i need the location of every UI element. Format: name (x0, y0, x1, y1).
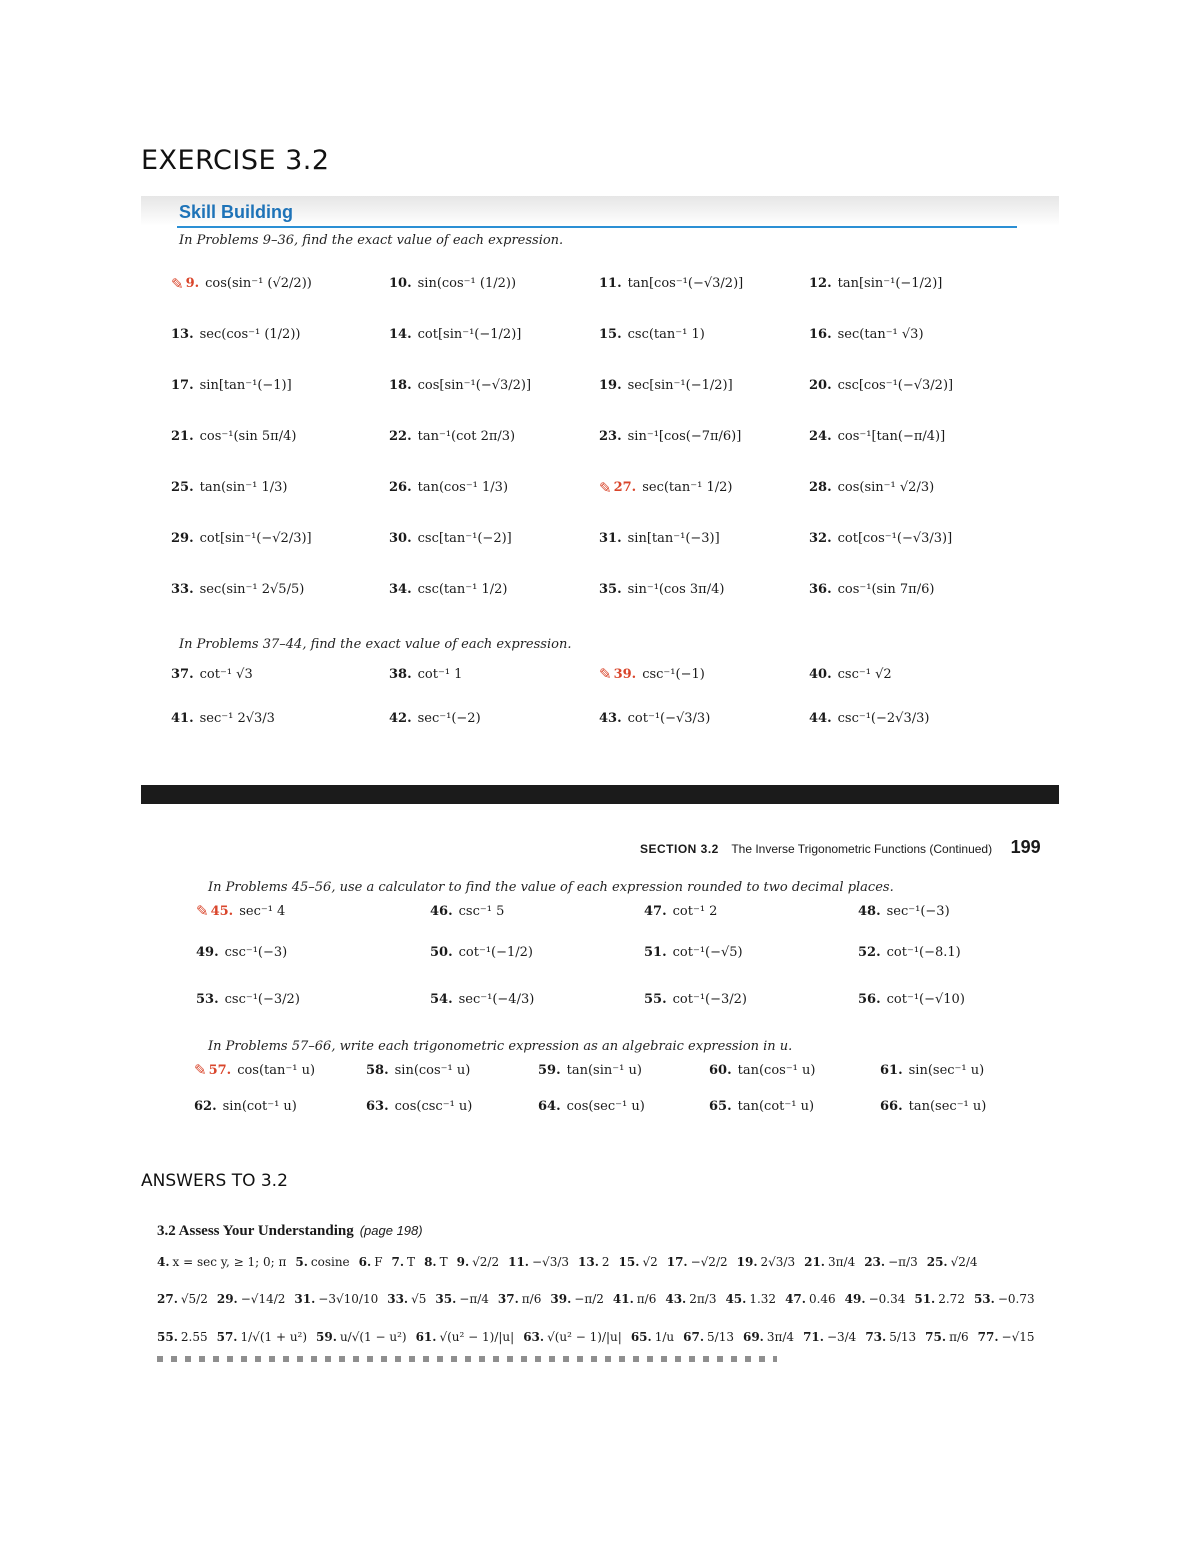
problem-expression: sec⁻¹(−3) (886, 903, 950, 919)
answer-value: −√3/3 (532, 1255, 570, 1269)
problem-item (599, 652, 809, 696)
answer-number: 27. (157, 1292, 178, 1306)
problem-number: 21. (171, 429, 194, 444)
answer-number: 45. (725, 1292, 747, 1306)
answer-number: 41. (612, 1292, 634, 1306)
problems-45-56-grid (196, 892, 1026, 1024)
problem-expression: cos(tan⁻¹ u) (237, 1062, 316, 1078)
problem-item (171, 462, 389, 513)
instructions-45-56: In Problems 45–56, use a calculator to find the value of each expression rounded to two decimal places. (208, 880, 894, 895)
section-header (640, 837, 1050, 858)
problem-item (599, 411, 809, 462)
problem-expression: sec⁻¹ 4 (239, 903, 286, 919)
problem-number: 59. (538, 1062, 561, 1078)
problem-expression: csc⁻¹(−1) (642, 666, 705, 682)
problem-item (599, 564, 809, 615)
problem-item (171, 360, 389, 411)
problem-expression: sin(cot⁻¹ u) (222, 1098, 297, 1114)
problem-item (171, 309, 389, 360)
answer-value: 2√3/3 (760, 1255, 796, 1269)
answer-value: −√15 (1001, 1330, 1035, 1344)
answer-number: 39. (550, 1292, 572, 1306)
heading-rule (177, 226, 1017, 228)
problem-number: 60. (709, 1062, 732, 1078)
problem-item (196, 974, 430, 1024)
problem-number: 38. (389, 666, 412, 682)
problem-number: 10. (389, 276, 412, 291)
page-divider-bar (141, 785, 1059, 804)
problem-expression: cot⁻¹(−√3/3) (627, 710, 711, 726)
problem-item (858, 892, 1026, 930)
problem-number: 13. (171, 327, 194, 342)
problem-expression: sec⁻¹ 2√3/3 (199, 710, 275, 726)
problem-expression: cot[cos⁻¹(−√3/3)] (837, 531, 953, 546)
problem-expression: cot⁻¹(−8.1) (886, 944, 961, 960)
answer-value: 2.72 (938, 1292, 965, 1306)
section-label: SECTION 3.2 (640, 842, 719, 856)
problem-expression: sec(tan⁻¹ 1/2) (642, 480, 733, 495)
instructions-37-44: In Problems 37–44, find the exact value of each expression. (179, 637, 572, 652)
answer-value: 1.32 (749, 1292, 777, 1306)
answer-number: 15. (618, 1255, 640, 1269)
answer-value: π/6 (636, 1292, 657, 1306)
answer-value: 2π/3 (689, 1292, 717, 1306)
problem-number: 46. (430, 903, 453, 919)
problem-item (366, 1054, 538, 1086)
answer-value: −π/2 (574, 1292, 604, 1306)
answer-number: 71. (803, 1330, 824, 1344)
answer-value: T (407, 1255, 416, 1269)
problem-item (389, 258, 599, 309)
answer-value: 3π/4 (828, 1255, 856, 1269)
problem-number: 35. (599, 582, 622, 597)
problem-item (880, 1054, 1024, 1086)
problem-item (809, 513, 1001, 564)
problem-expression: sec(cos⁻¹ (1/2)) (199, 327, 301, 342)
problem-item (709, 1086, 880, 1126)
problem-expression: tan[cos⁻¹(−√3/2)] (627, 276, 744, 291)
answer-number: 49. (844, 1292, 866, 1306)
problem-expression: cos(sin⁻¹ √2/3) (837, 480, 935, 495)
answer-number: 9. (456, 1255, 470, 1269)
cut-off-text-line (157, 1356, 777, 1362)
problem-item (196, 892, 430, 930)
problem-number: 64. (538, 1098, 561, 1114)
problem-expression: cot⁻¹ 2 (672, 903, 718, 919)
page-title: EXERCISE 3.2 (141, 145, 330, 176)
answers-heading: 3.2 Assess Your Understanding (157, 1223, 354, 1239)
problem-item (389, 360, 599, 411)
answer-value: 5/13 (889, 1330, 917, 1344)
problem-expression: tan(cos⁻¹ u) (737, 1062, 816, 1078)
problem-number: 29. (171, 531, 194, 546)
problem-expression: tan(cos⁻¹ 1/3) (417, 480, 509, 495)
problems-9-36-grid (171, 258, 1001, 615)
problem-expression: tan(sec⁻¹ u) (908, 1098, 987, 1114)
problem-item (389, 411, 599, 462)
problem-expression: sec[sin⁻¹(−1/2)] (627, 378, 733, 393)
answer-value: u/√(1 − u²) (339, 1330, 407, 1344)
problem-number: 56. (858, 991, 881, 1007)
problem-number: 50. (430, 944, 453, 960)
problem-expression: tan(sin⁻¹ 1/3) (199, 480, 288, 495)
problem-item (538, 1086, 709, 1126)
problem-item (389, 462, 599, 513)
answer-number: 61. (415, 1330, 437, 1344)
problem-number: 22. (389, 429, 412, 444)
answers-line-2 (157, 1292, 1035, 1306)
answer-number: 59. (316, 1330, 337, 1344)
answer-value: √(u² − 1)/|u| (547, 1330, 622, 1344)
problem-number: 47. (644, 903, 667, 919)
problem-number: 53. (196, 991, 219, 1007)
problem-item (171, 513, 389, 564)
problem-expression: tan(sin⁻¹ u) (566, 1062, 642, 1078)
problem-item (430, 892, 644, 930)
problem-expression: cos⁻¹[tan(−π/4)] (837, 429, 946, 444)
problem-number: 37. (171, 666, 194, 682)
answer-number: 53. (973, 1292, 995, 1306)
problem-number: 55. (644, 991, 667, 1007)
answer-value: −π/4 (459, 1292, 489, 1306)
problem-expression: cot⁻¹ √3 (199, 666, 253, 682)
answer-number: 73. (865, 1330, 887, 1344)
problem-number: 27. (613, 480, 637, 495)
problem-item (809, 309, 1001, 360)
answer-number: 37. (497, 1292, 519, 1306)
answers-title: ANSWERS TO 3.2 (141, 1171, 288, 1191)
problem-expression: csc(tan⁻¹ 1) (627, 327, 705, 342)
problem-item (809, 652, 1001, 696)
problem-expression: cos(sin⁻¹ (√2/2)) (205, 276, 312, 291)
answer-value: π/6 (521, 1292, 542, 1306)
problem-number: 40. (809, 666, 832, 682)
problem-number: 17. (171, 378, 194, 393)
answer-number: 17. (666, 1255, 688, 1269)
problem-number: 23. (599, 429, 622, 444)
problem-expression: cot⁻¹(−1/2) (458, 944, 533, 960)
answer-value: −0.34 (868, 1292, 906, 1306)
problem-expression: csc(tan⁻¹ 1/2) (417, 582, 508, 597)
answer-value: T (439, 1255, 448, 1269)
problem-expression: csc[tan⁻¹(−2)] (417, 531, 512, 546)
problem-number: 9. (185, 276, 200, 291)
problem-number: 45. (210, 903, 234, 919)
answer-number: 35. (435, 1292, 457, 1306)
skill-building-heading: Skill Building (179, 202, 294, 222)
answer-value: √5/2 (180, 1292, 208, 1306)
problem-expression: cot⁻¹ 1 (417, 666, 463, 682)
answer-value: −3√10/10 (318, 1292, 379, 1306)
answer-number: 63. (523, 1330, 545, 1344)
problem-item (599, 360, 809, 411)
problem-item (599, 513, 809, 564)
problem-number: 54. (430, 991, 453, 1007)
problem-number: 31. (599, 531, 622, 546)
answers-panel (157, 1220, 1037, 1344)
problem-item (599, 696, 809, 740)
problem-expression: cot[sin⁻¹(−√2/3)] (199, 531, 312, 546)
problem-expression: csc⁻¹(−3) (224, 944, 288, 960)
problem-expression: sin⁻¹[cos(−7π/6)] (627, 429, 742, 444)
problem-item (644, 892, 858, 930)
problem-expression: csc⁻¹(−2√3/3) (837, 710, 930, 726)
problem-item (389, 564, 599, 615)
problem-expression: sin(sec⁻¹ u) (908, 1062, 985, 1078)
problem-number: 43. (599, 710, 622, 726)
problem-item (389, 309, 599, 360)
pencil-mark-icon: ✎ (171, 274, 184, 293)
answer-value: 2 (601, 1255, 610, 1269)
answer-value: √2 (642, 1255, 658, 1269)
problem-expression: cot⁻¹(−√5) (672, 944, 743, 960)
answer-value: √2/4 (950, 1255, 978, 1269)
answer-value: √(u² − 1)/|u| (439, 1330, 515, 1344)
problem-expression: sin[tan⁻¹(−1)] (199, 378, 292, 393)
problem-expression: cos⁻¹(sin 5π/4) (199, 429, 297, 444)
problem-expression: sec⁻¹(−4/3) (458, 991, 535, 1007)
problem-item (389, 652, 599, 696)
problem-number: 42. (389, 710, 412, 726)
answer-value: −3/4 (826, 1330, 857, 1344)
answer-value: √2/2 (472, 1255, 500, 1269)
answer-value: −π/3 (888, 1255, 918, 1269)
answer-number: 43. (665, 1292, 687, 1306)
answer-number: 77. (977, 1330, 999, 1344)
problem-number: 61. (880, 1062, 903, 1078)
problem-expression: cos[sin⁻¹(−√3/2)] (417, 378, 532, 393)
answer-number: 4. (157, 1255, 170, 1269)
problem-item (709, 1054, 880, 1086)
answer-number: 11. (508, 1255, 529, 1269)
pencil-mark-icon: ✎ (599, 665, 612, 683)
problem-number: 62. (194, 1098, 217, 1114)
problem-number: 36. (809, 582, 832, 597)
problem-item (430, 930, 644, 974)
answer-value: −√14/2 (240, 1292, 286, 1306)
skill-building-panel (141, 196, 1059, 756)
answer-number: 21. (804, 1255, 825, 1269)
problem-item (858, 974, 1026, 1024)
problem-item (194, 1054, 366, 1086)
answer-number: 25. (926, 1255, 948, 1269)
answer-value: 2.55 (180, 1330, 208, 1344)
problem-number: 24. (809, 429, 832, 444)
problem-number: 57. (208, 1062, 232, 1078)
problem-item (538, 1054, 709, 1086)
answer-value: x = sec y, ≥ 1; 0; π (172, 1255, 287, 1269)
problem-item (809, 360, 1001, 411)
problem-expression: cos⁻¹(sin 7π/6) (837, 582, 935, 597)
problem-item (644, 974, 858, 1024)
problem-item (809, 462, 1001, 513)
problem-item (599, 462, 809, 513)
answer-number: 6. (358, 1255, 372, 1269)
answer-value: cosine (310, 1255, 350, 1269)
answer-number: 65. (630, 1330, 652, 1344)
problem-expression: cot⁻¹(−3/2) (672, 991, 747, 1007)
answer-number: 69. (742, 1330, 764, 1344)
problem-expression: sin(cos⁻¹ u) (394, 1062, 471, 1078)
answer-number: 33. (387, 1292, 409, 1306)
problem-item (880, 1086, 1024, 1126)
problem-number: 58. (366, 1062, 389, 1078)
problem-item (858, 930, 1026, 974)
answer-number: 75. (925, 1330, 947, 1344)
problem-item (809, 411, 1001, 462)
problem-expression: sec⁻¹(−2) (417, 710, 481, 726)
instructions-57-66: In Problems 57–66, write each trigonometric expression as an algebraic expression in u. (208, 1039, 793, 1054)
answers-heading-row (157, 1220, 1037, 1240)
answer-number: 23. (864, 1255, 886, 1269)
problem-expression: cos(sec⁻¹ u) (566, 1098, 645, 1114)
answer-value: √5 (411, 1292, 427, 1306)
answer-value: 5/13 (707, 1330, 734, 1344)
problem-number: 34. (389, 582, 412, 597)
answer-value: π/6 (949, 1330, 969, 1344)
answer-number: 51. (914, 1292, 936, 1306)
problem-item (430, 974, 644, 1024)
problem-expression: sin[tan⁻¹(−3)] (627, 531, 720, 546)
problem-number: 51. (644, 944, 667, 960)
problem-item (171, 564, 389, 615)
answer-number: 7. (391, 1255, 405, 1269)
problem-item (644, 930, 858, 974)
problem-item (196, 930, 430, 974)
problem-number: 32. (809, 531, 832, 546)
answer-value: 0.46 (808, 1292, 836, 1306)
answer-value: F (374, 1255, 383, 1269)
answers-line-3 (157, 1330, 1035, 1344)
problem-item (171, 652, 389, 696)
problem-number: 52. (858, 944, 881, 960)
problem-number: 48. (858, 903, 881, 919)
answer-number: 57. (216, 1330, 238, 1344)
problem-item (599, 309, 809, 360)
answer-value: −√2/2 (690, 1255, 728, 1269)
problem-number: 66. (880, 1098, 903, 1114)
answer-value: 1/u (654, 1330, 675, 1344)
problem-item (389, 696, 599, 740)
answer-number: 47. (785, 1292, 806, 1306)
instructions-9-36: In Problems 9–36, find the exact value of each expression. (179, 233, 564, 248)
problem-number: 19. (599, 378, 622, 393)
problem-expression: csc⁻¹(−3/2) (224, 991, 300, 1007)
problem-number: 39. (613, 666, 637, 682)
problem-number: 33. (171, 582, 194, 597)
problem-item (389, 513, 599, 564)
problem-expression: csc[cos⁻¹(−√3/2)] (837, 378, 954, 393)
problem-number: 26. (389, 480, 412, 495)
problem-item (194, 1086, 366, 1126)
problem-number: 15. (599, 327, 622, 342)
answer-number: 67. (683, 1330, 705, 1344)
problem-expression: cot[sin⁻¹(−1/2)] (417, 327, 522, 342)
pencil-mark-icon: ✎ (194, 1061, 207, 1079)
problem-number: 44. (809, 710, 832, 726)
problem-expression: tan[sin⁻¹(−1/2)] (837, 276, 943, 291)
problem-number: 25. (171, 480, 194, 495)
problem-item (171, 411, 389, 462)
problem-item (171, 258, 389, 309)
problem-item (366, 1086, 538, 1126)
problem-item (809, 564, 1001, 615)
problem-expression: sin⁻¹(cos 3π/4) (627, 582, 725, 597)
problem-number: 12. (809, 276, 832, 291)
problems-37-44-grid (171, 652, 1001, 740)
answer-number: 8. (424, 1255, 437, 1269)
problem-expression: cot⁻¹(−√10) (886, 991, 965, 1007)
problem-expression: sec(tan⁻¹ √3) (837, 327, 924, 342)
problems-57-66-grid (194, 1054, 1024, 1126)
problem-expression: tan(cot⁻¹ u) (737, 1098, 815, 1114)
problem-number: 16. (809, 327, 832, 342)
answer-value: 1/√(1 + u²) (240, 1330, 308, 1344)
problem-number: 20. (809, 378, 832, 393)
answer-number: 19. (736, 1255, 758, 1269)
answers-page-ref: (page 198) (359, 1223, 423, 1238)
problem-number: 11. (599, 276, 622, 291)
answer-number: 29. (216, 1292, 238, 1306)
problem-number: 14. (389, 327, 412, 342)
problem-item (809, 696, 1001, 740)
answer-value: −0.73 (997, 1292, 1035, 1306)
answer-number: 31. (294, 1292, 316, 1306)
problem-expression: csc⁻¹ 5 (458, 903, 505, 919)
problem-number: 30. (389, 531, 412, 546)
pencil-mark-icon: ✎ (599, 478, 612, 497)
pencil-mark-icon: ✎ (196, 902, 209, 920)
problem-expression: cos(csc⁻¹ u) (394, 1098, 473, 1114)
problem-item (171, 696, 389, 740)
problem-number: 63. (366, 1098, 389, 1114)
section-name: The Inverse Trigonometric Functions (Continued) (731, 842, 993, 856)
answers-line-1 (157, 1255, 978, 1269)
answer-number: 5. (295, 1255, 308, 1269)
problem-item (809, 258, 1001, 309)
problem-number: 18. (389, 378, 412, 393)
answer-number: 13. (578, 1255, 599, 1269)
problem-number: 65. (709, 1098, 732, 1114)
answer-value: 3π/4 (766, 1330, 795, 1344)
problem-expression: sin(cos⁻¹ (1/2)) (417, 276, 517, 291)
problem-expression: csc⁻¹ √2 (837, 666, 892, 682)
problem-expression: tan⁻¹(cot 2π/3) (417, 429, 516, 444)
problem-expression: sec(sin⁻¹ 2√5/5) (199, 582, 305, 597)
page-number: 199 (1010, 837, 1041, 857)
answer-number: 55. (157, 1330, 178, 1344)
problem-item (599, 258, 809, 309)
problem-number: 41. (171, 710, 194, 726)
problem-number: 49. (196, 944, 219, 960)
problem-number: 28. (809, 480, 832, 495)
